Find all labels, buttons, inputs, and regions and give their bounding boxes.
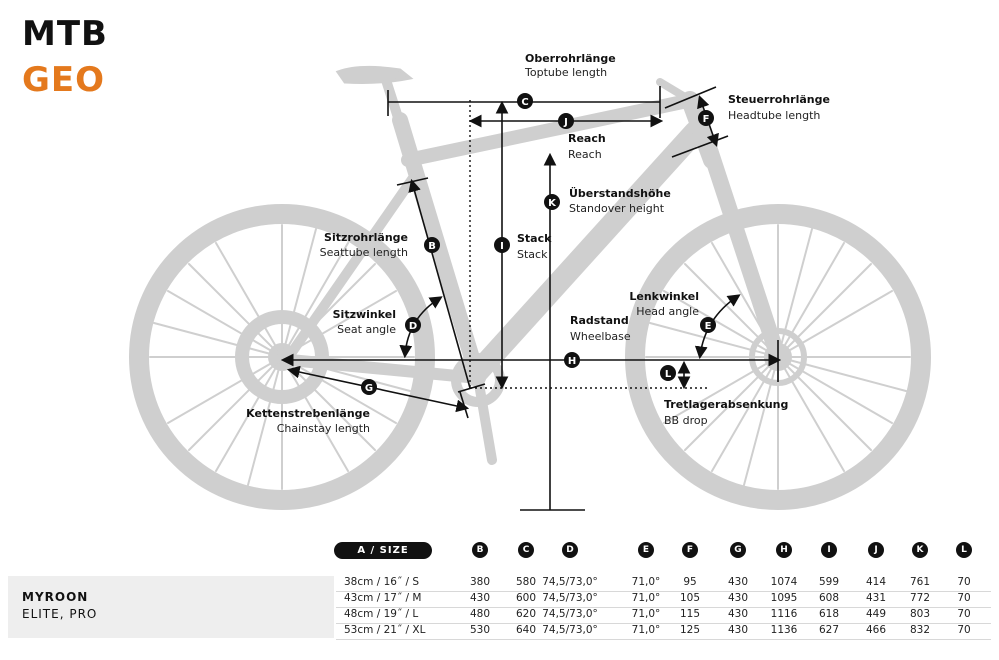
value-cell-c: 620 bbox=[515, 608, 537, 620]
value-cell-j: 449 bbox=[865, 608, 887, 620]
marker-c bbox=[517, 93, 533, 109]
marker-d bbox=[405, 317, 421, 333]
fork bbox=[710, 150, 778, 357]
label-e-de: Lenkwinkel bbox=[629, 290, 699, 303]
value-cell-i: 618 bbox=[818, 608, 840, 620]
label-h-en: Wheelbase bbox=[570, 330, 631, 343]
column-header-j: J bbox=[868, 542, 884, 558]
label-k-de: Überstandshöhe bbox=[569, 187, 671, 200]
value-cell-c: 580 bbox=[515, 576, 537, 588]
marker-l bbox=[660, 365, 676, 381]
svg-text:B: B bbox=[428, 241, 436, 252]
value-cell-g: 430 bbox=[727, 592, 749, 604]
value-cell-d: 74,5/73,0° bbox=[542, 624, 598, 636]
svg-text:F: F bbox=[702, 114, 710, 125]
value-cell-k: 832 bbox=[909, 624, 931, 636]
size-cell: 53cm / 21˝ / XL bbox=[344, 624, 426, 636]
value-cell-c: 600 bbox=[515, 592, 537, 604]
svg-text:L: L bbox=[664, 369, 672, 380]
label-b-en: Seattube length bbox=[319, 246, 408, 259]
marker-f bbox=[698, 110, 714, 126]
marker-h bbox=[564, 352, 580, 368]
size-cell: 48cm / 19˝ / L bbox=[344, 608, 419, 620]
value-cell-i: 599 bbox=[818, 576, 840, 588]
svg-text:D: D bbox=[408, 321, 418, 332]
svg-text:I: I bbox=[500, 241, 504, 252]
label-j-de: Reach bbox=[568, 132, 606, 145]
value-cell-e: 71,0° bbox=[631, 592, 661, 604]
value-cell-h: 1136 bbox=[770, 624, 798, 636]
size-cell: 43cm / 17˝ / M bbox=[344, 592, 422, 604]
column-header-k: K bbox=[912, 542, 928, 558]
value-cell-h: 1116 bbox=[770, 608, 798, 620]
logo-mtb: MTB bbox=[22, 14, 108, 54]
svg-text:G: G bbox=[364, 383, 374, 394]
table-row bbox=[336, 608, 991, 624]
value-cell-b: 530 bbox=[469, 624, 491, 636]
model-sub: ELITE, PRO bbox=[22, 607, 98, 621]
svg-text:J: J bbox=[564, 117, 568, 128]
label-g-en: Chainstay length bbox=[276, 422, 370, 435]
value-cell-d: 74,5/73,0° bbox=[542, 576, 598, 588]
value-cell-g: 430 bbox=[727, 608, 749, 620]
column-header-b: B bbox=[472, 542, 488, 558]
value-cell-j: 466 bbox=[865, 624, 887, 636]
label-i-de: Stack bbox=[517, 232, 552, 245]
value-cell-e: 71,0° bbox=[631, 624, 661, 636]
value-cell-f: 115 bbox=[679, 608, 701, 620]
column-header-l: L bbox=[956, 542, 972, 558]
label-k-en: Standover height bbox=[569, 202, 665, 215]
value-cell-f: 95 bbox=[683, 576, 697, 588]
value-cell-g: 430 bbox=[727, 576, 749, 588]
logo-geo: GEO bbox=[22, 60, 106, 100]
value-cell-k: 761 bbox=[909, 576, 931, 588]
value-cell-e: 71,0° bbox=[631, 608, 661, 620]
label-e-en: Head angle bbox=[636, 305, 699, 318]
marker-b bbox=[424, 237, 440, 253]
rear-spokes bbox=[150, 225, 414, 489]
value-cell-b: 430 bbox=[469, 592, 491, 604]
label-c-de: Oberrohrlänge bbox=[525, 52, 616, 65]
value-cell-j: 414 bbox=[865, 576, 887, 588]
value-cell-h: 1074 bbox=[770, 576, 798, 588]
label-b-de: Sitzrohrlänge bbox=[324, 231, 408, 244]
column-header-e: E bbox=[638, 542, 654, 558]
value-cell-d: 74,5/73,0° bbox=[542, 592, 598, 604]
label-l-de: Tretlagerabsenkung bbox=[664, 398, 789, 411]
value-cell-k: 803 bbox=[909, 608, 931, 620]
value-cell-d: 74,5/73,0° bbox=[542, 608, 598, 620]
value-cell-l: 70 bbox=[957, 576, 971, 588]
value-cell-i: 608 bbox=[818, 592, 840, 604]
top-tube bbox=[408, 100, 692, 160]
label-d-en: Seat angle bbox=[337, 323, 396, 336]
marker-g bbox=[361, 379, 377, 395]
value-cell-c: 640 bbox=[515, 624, 537, 636]
svg-text:C: C bbox=[521, 97, 529, 108]
value-cell-l: 70 bbox=[957, 608, 971, 620]
value-cell-h: 1095 bbox=[770, 592, 798, 604]
column-header-g: G bbox=[730, 542, 746, 558]
value-cell-b: 480 bbox=[469, 608, 491, 620]
marker-i bbox=[494, 237, 510, 253]
value-cell-l: 70 bbox=[957, 592, 971, 604]
table-row bbox=[336, 576, 991, 592]
column-header-c: C bbox=[518, 542, 534, 558]
label-i-en: Stack bbox=[517, 248, 548, 261]
table-row bbox=[336, 624, 991, 640]
svg-text:K: K bbox=[548, 198, 556, 209]
label-l-en: BB drop bbox=[664, 414, 708, 427]
column-header-f: F bbox=[682, 542, 698, 558]
label-h-de: Radstand bbox=[570, 314, 629, 327]
value-cell-f: 125 bbox=[679, 624, 701, 636]
label-d-de: Sitzwinkel bbox=[332, 308, 396, 321]
value-cell-g: 430 bbox=[727, 624, 749, 636]
marker-e bbox=[700, 317, 716, 333]
saddle bbox=[338, 67, 410, 82]
value-cell-l: 70 bbox=[957, 624, 971, 636]
label-g-de: Kettenstrebenlänge bbox=[246, 407, 370, 420]
svg-text:H: H bbox=[567, 356, 577, 367]
chainring-arm bbox=[478, 378, 492, 460]
label-f-en: Headtube length bbox=[728, 109, 821, 122]
column-header-i: I bbox=[821, 542, 837, 558]
marker-k bbox=[544, 194, 560, 210]
model-name: MYROON bbox=[22, 590, 89, 604]
value-cell-k: 772 bbox=[909, 592, 931, 604]
table-row bbox=[336, 592, 991, 608]
value-cell-i: 627 bbox=[818, 624, 840, 636]
value-cell-f: 105 bbox=[679, 592, 701, 604]
value-cell-b: 380 bbox=[469, 576, 491, 588]
value-cell-e: 71,0° bbox=[631, 576, 661, 588]
column-header-d: D bbox=[562, 542, 578, 558]
bike-silhouette bbox=[139, 67, 921, 500]
column-header-h: H bbox=[776, 542, 792, 558]
label-c-en: Toptube length bbox=[525, 66, 608, 79]
size-cell: 38cm / 16˝ / S bbox=[344, 576, 420, 588]
label-f-de: Steuerrohrlänge bbox=[728, 93, 830, 106]
value-cell-j: 431 bbox=[865, 592, 887, 604]
label-j-en: Reach bbox=[568, 148, 602, 161]
svg-text:E: E bbox=[704, 321, 712, 332]
size-header: A / SIZE bbox=[334, 542, 432, 559]
marker-j bbox=[558, 113, 574, 129]
